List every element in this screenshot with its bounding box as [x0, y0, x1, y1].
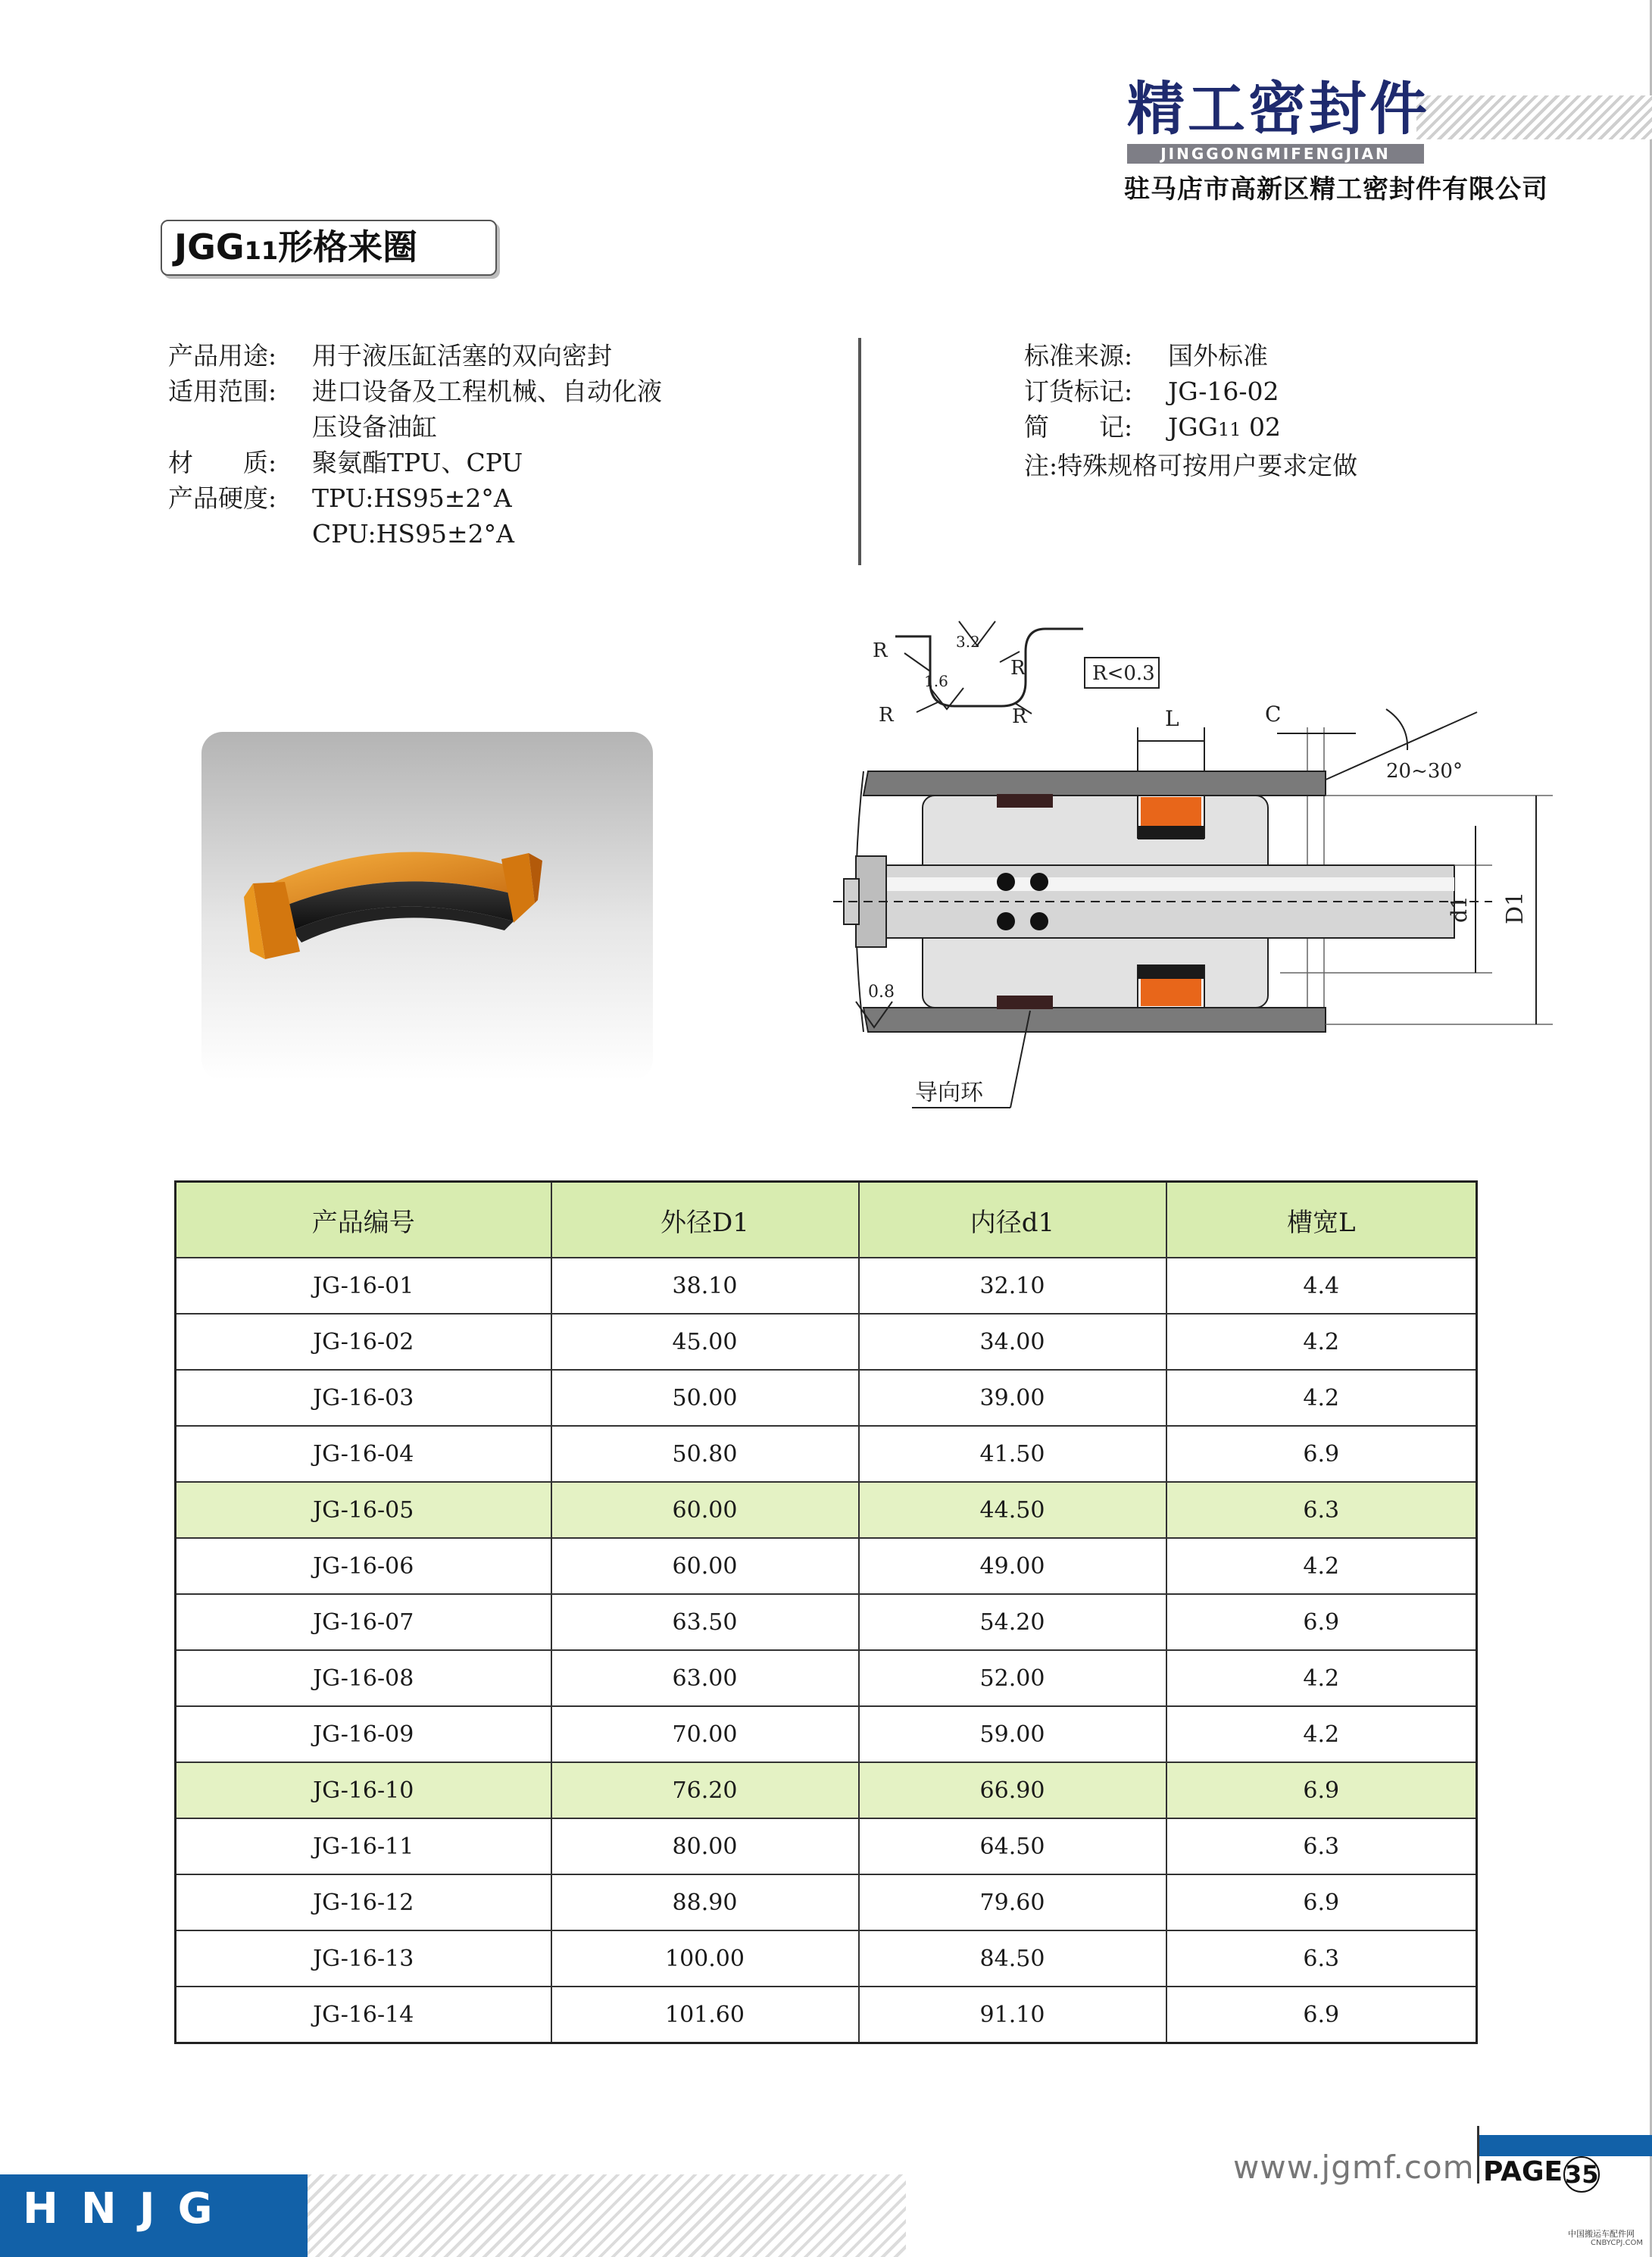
range-label: 适用范围:: [168, 377, 277, 406]
range-value-2: 压设备油缸: [312, 412, 437, 442]
cell-outer-diameter: 88.90: [551, 1874, 859, 1930]
cell-outer-diameter: 80.00: [551, 1818, 859, 1874]
material-label: 材 质:: [168, 448, 277, 477]
cell-groove-width: 4.4: [1166, 1258, 1477, 1314]
header-groove-width: 槽宽L: [1166, 1182, 1477, 1258]
cell-product-no: JG-16-13: [176, 1930, 551, 1987]
header-product-no: 产品编号: [176, 1182, 551, 1258]
radius-leader: [904, 653, 930, 671]
cell-outer-diameter: 101.60: [551, 1987, 859, 2043]
range-value-1: 进口设备及工程机械、自动化液: [312, 377, 662, 406]
energizer-top: [1138, 826, 1204, 839]
cell-inner-diameter: 39.00: [859, 1370, 1166, 1426]
energizer-bottom: [1138, 965, 1204, 979]
seal-ring-top-lip: [1141, 797, 1201, 808]
table-header-row: [176, 1182, 1477, 1258]
watermark-text-1: 中国搬运车配件网: [1568, 2229, 1635, 2239]
radius-note: R<0.3: [1092, 662, 1155, 685]
short-value-b: 02: [1241, 412, 1281, 442]
cell-groove-width: 6.9: [1166, 1874, 1477, 1930]
header-outer-diameter: 外径D1: [551, 1182, 859, 1258]
hardness-label: 产品硬度:: [168, 483, 277, 513]
usage-label: 产品用途:: [168, 341, 277, 370]
order-value: JG-16-02: [1168, 377, 1279, 406]
cell-groove-width: 4.2: [1166, 1650, 1477, 1706]
cylinder-wall-bottom: [863, 1008, 1326, 1032]
dim-D1-label: D1: [1502, 891, 1529, 924]
brand-pinyin: JINGGONGMIFENGJIAN: [1127, 144, 1424, 164]
brand-title: 精工密封件: [1127, 75, 1430, 142]
short-value-sub: 11: [1217, 419, 1241, 440]
cell-groove-width: 6.9: [1166, 1762, 1477, 1818]
table-row: [176, 1426, 1477, 1482]
brand-stripes: [1416, 95, 1652, 139]
short-value: [1168, 409, 1281, 448]
cell-outer-diameter: 63.00: [551, 1650, 859, 1706]
cell-product-no: JG-16-11: [176, 1818, 551, 1874]
seal-ring-top: [1141, 808, 1201, 826]
cell-groove-width: 6.3: [1166, 1482, 1477, 1538]
guide-ring-label: 导向环: [915, 1080, 983, 1106]
spec-table: [174, 1180, 1476, 2044]
cell-inner-diameter: 54.20: [859, 1594, 1166, 1650]
cell-groove-width: 4.2: [1166, 1314, 1477, 1370]
cell-outer-diameter: 63.50: [551, 1594, 859, 1650]
usage-value: 用于液压缸活塞的双向密封: [312, 341, 612, 370]
table-row: [176, 1650, 1477, 1706]
radius-label-2: R: [1010, 657, 1026, 680]
cell-product-no: JG-16-02: [176, 1314, 551, 1370]
cell-inner-diameter: 41.50: [859, 1426, 1166, 1482]
page-marker-bar: [1477, 2135, 1652, 2156]
cell-product-no: JG-16-03: [176, 1370, 551, 1426]
cylinder-wall-top: [863, 771, 1326, 796]
table-row: [176, 1874, 1477, 1930]
cell-product-no: JG-16-10: [176, 1762, 551, 1818]
cell-groove-width: 4.2: [1166, 1538, 1477, 1594]
table-row: [176, 1987, 1477, 2043]
table-row: [176, 1706, 1477, 1762]
o-ring: [1030, 873, 1048, 891]
o-ring: [1030, 912, 1048, 930]
guide-ring-bottom: [997, 996, 1053, 1009]
cell-outer-diameter: 50.00: [551, 1370, 859, 1426]
product-title-sub: 11: [244, 236, 279, 265]
cell-outer-diameter: 60.00: [551, 1538, 859, 1594]
product-title-main: JGG: [174, 227, 245, 267]
product-title: [174, 226, 417, 272]
cell-groove-width: 6.3: [1166, 1818, 1477, 1874]
cell-inner-diameter: 79.60: [859, 1874, 1166, 1930]
cell-inner-diameter: 91.10: [859, 1987, 1166, 2043]
website-url[interactable]: www.jgmf.com: [1233, 2149, 1475, 2186]
product-info-left: [168, 338, 662, 552]
cell-product-no: JG-16-14: [176, 1987, 551, 2043]
info-divider: [858, 338, 861, 565]
cell-outer-diameter: 60.00: [551, 1482, 859, 1538]
table-row: [176, 1762, 1477, 1818]
short-label: 简 记:: [1024, 412, 1133, 442]
product-info-right: [1024, 338, 1357, 483]
custom-note: 注:特殊规格可按用户要求定做: [1024, 451, 1358, 480]
cell-inner-diameter: 32.10: [859, 1258, 1166, 1314]
table-row: [176, 1314, 1477, 1370]
cell-groove-width: 6.9: [1166, 1987, 1477, 2043]
product-photo: [201, 732, 653, 1080]
dim-d1-label: d1: [1447, 896, 1472, 923]
hardness-value-1: TPU:HS95±2°A: [312, 483, 512, 513]
radius-label-1: R: [873, 639, 888, 662]
cell-outer-diameter: 70.00: [551, 1706, 859, 1762]
cell-groove-width: 6.9: [1166, 1426, 1477, 1482]
cell-outer-diameter: 38.10: [551, 1258, 859, 1314]
radius-label-4: R: [1012, 705, 1027, 728]
radius-leader: [917, 702, 939, 712]
page-number: 35: [1563, 2156, 1600, 2193]
seal-ring-bottom: [1141, 979, 1201, 997]
table-row: [176, 1594, 1477, 1650]
footer-stripes: [308, 2174, 906, 2257]
page-marker-line: [1477, 2126, 1479, 2184]
hardness-value-2: CPU:HS95±2°A: [312, 519, 514, 549]
cell-product-no: JG-16-12: [176, 1874, 551, 1930]
cell-inner-diameter: 59.00: [859, 1706, 1166, 1762]
guide-ring-top: [997, 794, 1053, 808]
table-row: [176, 1538, 1477, 1594]
table-row: [176, 1818, 1477, 1874]
roughness-value-3: 0.8: [868, 983, 895, 1002]
cell-inner-diameter: 84.50: [859, 1930, 1166, 1987]
cell-product-no: JG-16-04: [176, 1426, 551, 1482]
product-title-rest: 形格来圈: [278, 227, 418, 267]
table-row: [176, 1482, 1477, 1538]
footer-logo: HNJG: [23, 2184, 236, 2234]
table-row: [176, 1258, 1477, 1314]
header-inner-diameter: 内径d1: [859, 1182, 1166, 1258]
roughness-value-1: 3.2: [956, 633, 980, 651]
company-name: 驻马店市高新区精工密封件有限公司: [1124, 174, 1548, 205]
dim-C-label: C: [1265, 702, 1282, 727]
cell-inner-diameter: 66.90: [859, 1762, 1166, 1818]
cell-inner-diameter: 64.50: [859, 1818, 1166, 1874]
cell-outer-diameter: 100.00: [551, 1930, 859, 1987]
cell-inner-diameter: 34.00: [859, 1314, 1166, 1370]
radius-label-3: R: [879, 704, 894, 727]
cell-groove-width: 6.9: [1166, 1594, 1477, 1650]
dim-L-label: L: [1165, 706, 1179, 731]
roughness-value-2: 1.6: [924, 672, 948, 690]
standard-value: 国外标准: [1168, 341, 1268, 370]
standard-label: 标准来源:: [1024, 341, 1133, 370]
cell-outer-diameter: 76.20: [551, 1762, 859, 1818]
cell-outer-diameter: 50.80: [551, 1426, 859, 1482]
material-value: 聚氨酯TPU、CPU: [312, 448, 523, 477]
watermark-text-2: CNBYCPJ.COM: [1591, 2239, 1643, 2247]
cell-product-no: JG-16-01: [176, 1258, 551, 1314]
cell-inner-diameter: 44.50: [859, 1482, 1166, 1538]
order-label: 订货标记:: [1024, 377, 1133, 406]
cell-groove-width: 4.2: [1166, 1370, 1477, 1426]
o-ring: [997, 873, 1015, 891]
chamfer-angle: 20~30°: [1386, 760, 1463, 783]
cell-outer-diameter: 45.00: [551, 1314, 859, 1370]
cell-product-no: JG-16-09: [176, 1706, 551, 1762]
cell-inner-diameter: 49.00: [859, 1538, 1166, 1594]
page-label: PAGE: [1483, 2156, 1563, 2187]
cell-groove-width: 4.2: [1166, 1706, 1477, 1762]
spec-table-grid: [174, 1180, 1478, 2044]
table-row: [176, 1930, 1477, 1987]
installation-diagram: [826, 599, 1636, 1129]
cell-product-no: JG-16-08: [176, 1650, 551, 1706]
cell-product-no: JG-16-07: [176, 1594, 551, 1650]
cell-groove-width: 6.3: [1166, 1930, 1477, 1987]
seal-image: [201, 732, 653, 1080]
seal-ring-bottom-lip: [1141, 997, 1201, 1006]
short-value-a: JGG: [1168, 412, 1218, 442]
table-row: [176, 1370, 1477, 1426]
cell-inner-diameter: 52.00: [859, 1650, 1166, 1706]
o-ring: [997, 912, 1015, 930]
cell-product-no: JG-16-06: [176, 1538, 551, 1594]
cell-product-no: JG-16-05: [176, 1482, 551, 1538]
